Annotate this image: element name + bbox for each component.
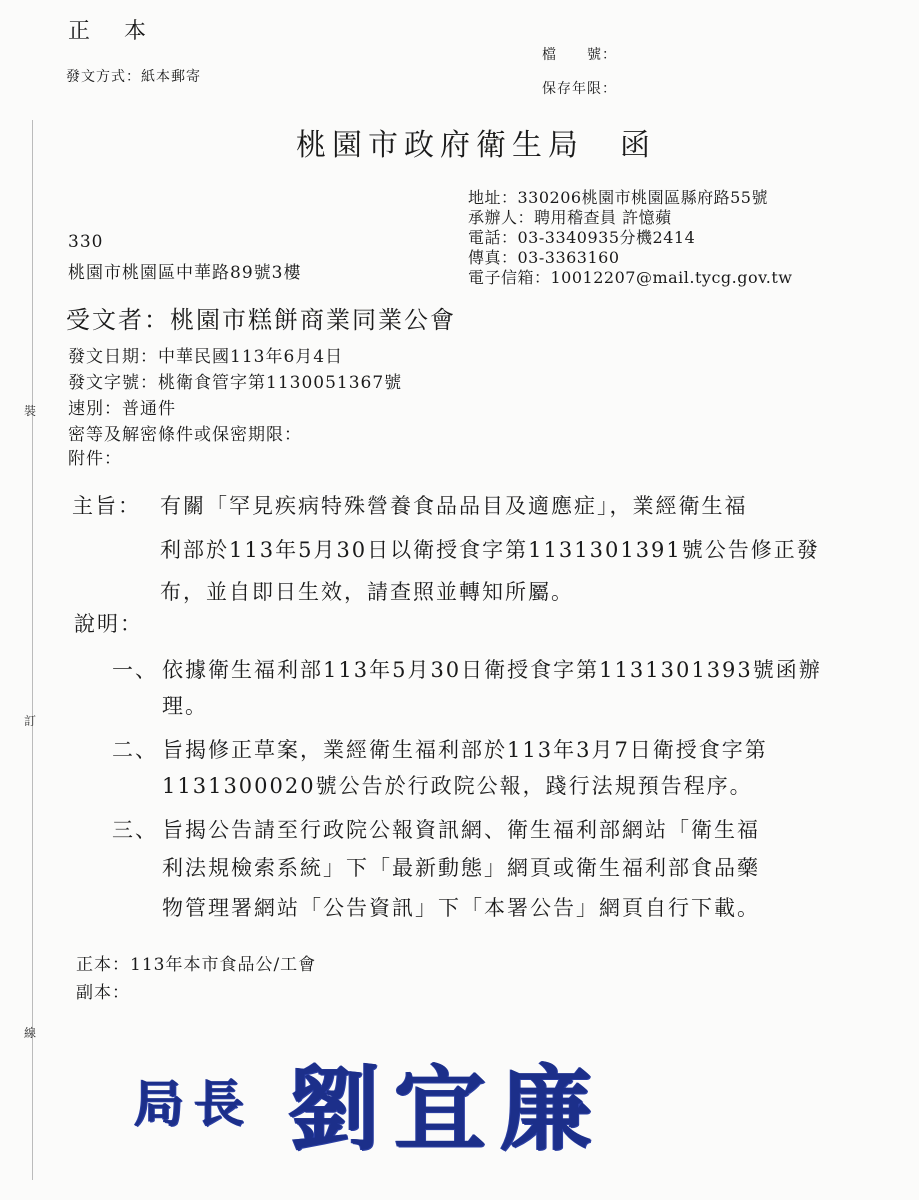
document-number: 發文字號：桃衛食管字第1130051367號 (68, 373, 403, 393)
file-number-label: 檔 號： (542, 47, 617, 63)
sender-contact-block (468, 188, 792, 288)
item-1-line-1: 依據衛生福利部113年5月30日衛授食字第1131301393號函辦 (162, 658, 822, 682)
binding-line (32, 120, 33, 1180)
contact-email: 電子信箱：10012207@mail.tycg.gov.tw (468, 268, 793, 287)
subject-line-3: 布，並自即日生效，請查照並轉知所屬。 (160, 580, 574, 604)
item-2-line-2: 1131300020號公告於行政院公報，踐行法規預告程序。 (162, 774, 753, 798)
retention-label: 保存年限： (542, 81, 617, 97)
secrecy-level: 密等及解密條件或保密期限： (68, 425, 302, 445)
item-3-number: 三、 (112, 818, 158, 842)
item-1-line-2: 理。 (162, 694, 208, 718)
document-title: 桃園市政府衛生局 函 (296, 128, 656, 163)
item-1-number: 一、 (112, 658, 158, 682)
item-3-line-3: 物管理署網站「公告資訊」下「本署公告」網頁自行下載。 (162, 896, 760, 920)
binding-mark-zhuang: 裝 (24, 404, 37, 418)
contact-phone: 電話：03-3340935分機2414 (468, 228, 696, 247)
item-3-line-1: 旨揭公告請至行政院公報資訊網、衛生福利部網站「衛生福 (162, 818, 760, 842)
copy-label: 正 本 (68, 19, 153, 44)
delivery-speed: 速別：普通件 (68, 399, 176, 419)
item-3-line-2: 利法規檢索系統」下「最新動態」網頁或衛生福利部食品藥 (162, 856, 760, 880)
distribution-main: 正本：113年本市食品公/工會 (76, 955, 317, 975)
distribution-copy: 副本： (76, 983, 130, 1003)
signature-name: 劉宜廉 (288, 1055, 607, 1163)
signature-title: 局長 (134, 1074, 254, 1133)
contact-fax: 傳真：03-3363160 (468, 248, 620, 267)
contact-officer: 承辦人：聘用稽查員 許憶蘋 (468, 208, 672, 227)
explanation-label: 說明： (74, 612, 143, 636)
recipient-address: 桃園市桃園區中華路89號3樓 (68, 263, 302, 283)
subject-label: 主旨： (72, 494, 141, 518)
postal-code: 330 (68, 232, 104, 252)
item-2-number: 二、 (112, 738, 158, 762)
contact-address: 地址：330206桃園市桃園區縣府路55號 (468, 188, 768, 207)
issue-date: 發文日期：中華民國113年6月4日 (68, 347, 344, 367)
binding-mark-xian: 線 (24, 1026, 37, 1040)
send-method: 發文方式：紙本郵寄 (66, 69, 201, 85)
subject-line-2: 利部於113年5月30日以衛授食字第1131301391號公告修正發 (160, 538, 820, 562)
recipient: 受文者：桃園市糕餅商業同業公會 (66, 306, 456, 334)
binding-mark-ding: 訂 (24, 714, 37, 728)
item-2-line-1: 旨揭修正草案，業經衛生福利部於113年3月7日衛授食字第 (162, 738, 768, 762)
attachment: 附件： (68, 449, 122, 469)
subject-line-1: 有關「罕見疾病特殊營養食品品目及適應症」，業經衛生福 (160, 494, 748, 518)
